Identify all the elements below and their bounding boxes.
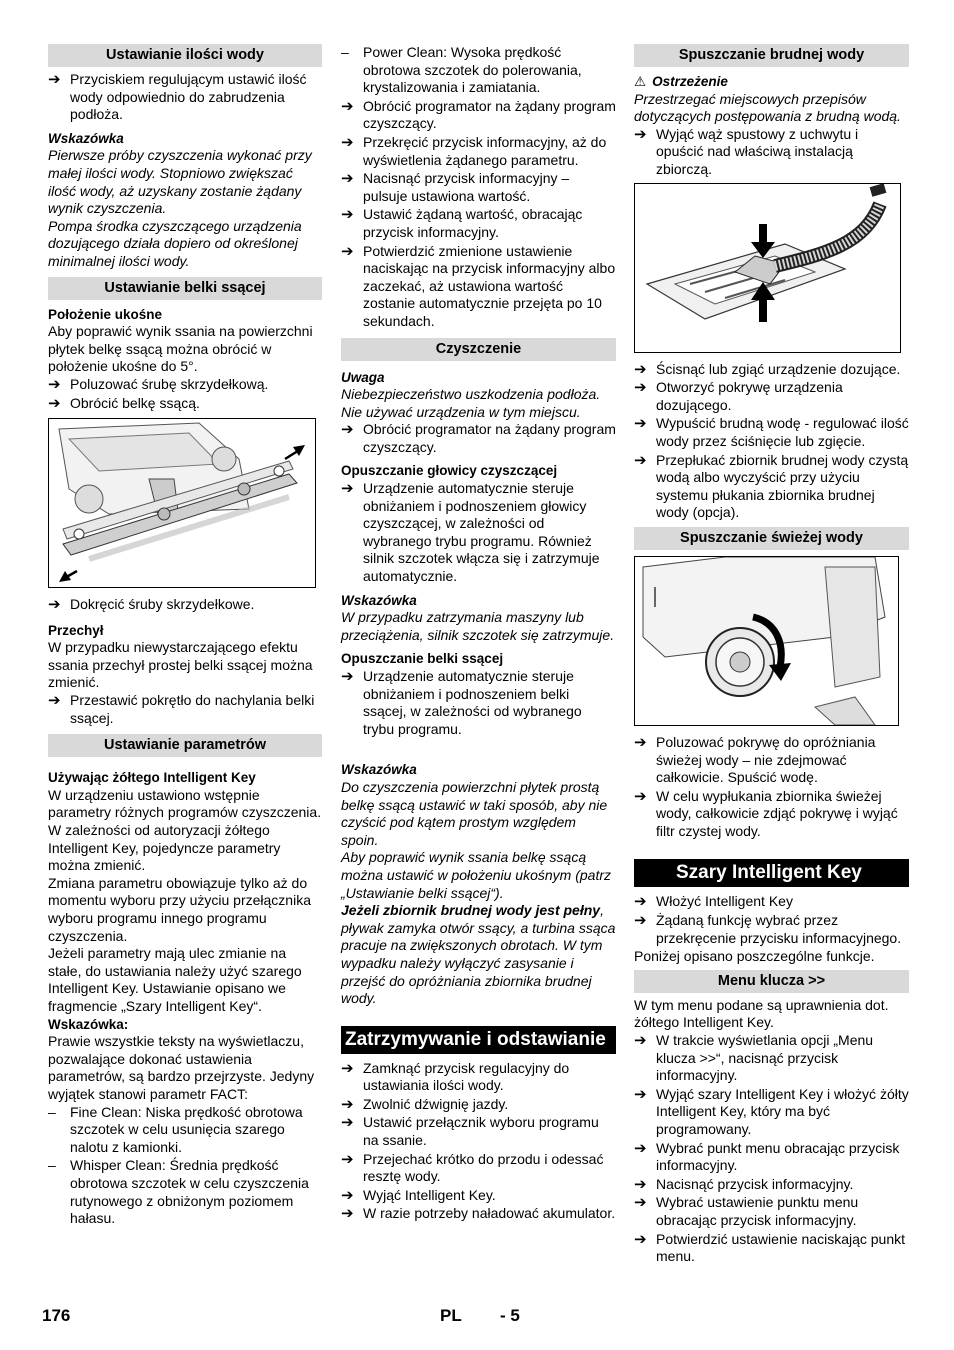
arrow-icon: ➔	[48, 71, 61, 88]
arrow-icon: ➔	[634, 787, 647, 805]
step-stop-6: ➔ W razie potrzeby naładować akumulator.	[341, 1205, 616, 1223]
subheading-head: Opuszczanie głowicy czyszczącej	[341, 463, 558, 479]
arrow-icon: ➔	[634, 912, 647, 930]
step-angle-3: ➔ Dokręcić śruby skrzydełkowe.	[48, 596, 255, 614]
arrow-icon: ➔	[341, 242, 354, 260]
menu-text: W tym menu podane są uprawnienia dot. żółtego Intelligent Key.	[634, 996, 889, 1031]
note-text: Do czyszczenia powierzchni płytek prostą belkę ssącą ustawić w taki sposób, aby nie czyścić pod kątem prostym względem spoin.	[341, 778, 608, 848]
arrow-icon: ➔	[341, 1186, 354, 1204]
arrow-icon: ➔	[341, 1205, 354, 1223]
squeegee-illustration	[48, 418, 316, 588]
dash-icon: –	[48, 1157, 56, 1174]
step-param-4: ➔ Ustawić żądaną wartość, obracając przycisk informacyjny.	[341, 206, 583, 240]
step-param-5: ➔ Potwierdzić zmienione ustawienie naciskając na przycisk informacyjny albo zaczekać, aż ustawiona wartość zostanie automatycznie przejęta po 10 sekundach.	[341, 242, 616, 329]
arrow-icon: ➔	[634, 1230, 647, 1248]
arrow-icon: ➔	[341, 97, 354, 115]
caution-label: Uwaga	[341, 369, 385, 385]
fact-item: – Power Clean: Wysoka prędkość obrotowa szczotek do polerowania, krystalizowania i zamiatania.	[341, 44, 582, 96]
step-param-2: ➔ Przekręcić przycisk informacyjny, aż do wyświetlenia żądanego parametru.	[341, 133, 607, 168]
dash-icon: –	[341, 44, 349, 60]
step-stop-2: ➔ Zwolnić dźwignię jazdy.	[341, 1095, 509, 1113]
subheading-angle: Położenie ukośne	[48, 306, 163, 322]
step-stop-3: ➔ Ustawić przełącznik wyboru programu na ssanie.	[341, 1114, 599, 1149]
step-dirty-3: ➔ Wypuścić brudną wodę - regulować ilość wody przez ściśnięcie lub zgięcie.	[634, 415, 909, 449]
column-right	[634, 44, 909, 1267]
heading-stop: Zatrzymywanie i odstawianie	[341, 1026, 616, 1054]
step-grey-1: ➔ Włożyć Intelligent Key	[634, 893, 793, 911]
heading-squeegee: Ustawianie belki ssącej	[48, 277, 322, 300]
caution-text: Niebezpieczeństwo uszkodzenia podłoża. Nie używać urządzenia w tym miejscu.	[341, 386, 601, 420]
arrow-icon: ➔	[341, 1114, 354, 1132]
params-note-label: Wskazówka:	[48, 1016, 129, 1032]
arrow-icon: ➔	[341, 421, 354, 439]
heading-water-amount: Ustawianie ilości wody	[48, 44, 322, 67]
arrow-icon: ➔	[341, 1150, 354, 1168]
note-text: Pompa środka czyszczącego urządzenia dozującego działa dopiero od określonej minimalnej ilości wody.	[48, 217, 302, 269]
arrow-icon: ➔	[634, 893, 647, 911]
arrow-icon: ➔	[634, 1085, 647, 1103]
params-text: W urządzeniu ustawiono wstępnie parametry różnych programów czyszczenia.	[48, 786, 322, 821]
arrow-icon: ➔	[341, 480, 354, 498]
arrow-icon: ➔	[341, 1059, 354, 1077]
warning-icon: ⚠	[634, 74, 647, 89]
fact-item: – Fine Clean: Niska prędkość obrotowa szczotek w celu usunięcia szarego nalotu z kamionki.	[48, 1103, 303, 1155]
note-label: Wskazówka	[341, 592, 417, 608]
params-text: Jeżeli parametry mają ulec zmianie na stałe, do ustawiania należy użyć szarego Intelligent Key. Ustawianie opisano we fragmencie „Szary Intelligent Key“.	[48, 945, 302, 1014]
step-stop-1: ➔ Zamknąć przycisk regulacyjny do ustawiania ilości wody.	[341, 1059, 570, 1094]
arrow-icon: ➔	[48, 394, 61, 412]
subheading-squeegee-lower: Opuszczanie belki ssącej	[341, 651, 504, 667]
column-middle	[341, 44, 616, 1224]
step-dirty-1: ➔ Ścisnąć lub zgiąć urządzenie dozujące.	[634, 360, 901, 378]
step-angle-2: ➔ Obrócić belkę ssącą.	[48, 394, 200, 412]
heading-grey-key: Szary Intelligent Key	[634, 859, 909, 887]
step-dirty-2: ➔ Otworzyć pokrywę urządzenia dozującego.	[634, 379, 843, 413]
fact-item: – Whisper Clean: Średnia prędkość obrotowa szczotek w celu czyszczenia rutynowego z obniżonym poziomem hałasu.	[48, 1157, 309, 1227]
arrow-icon: ➔	[634, 379, 647, 397]
step-param-1: ➔ Obrócić programator na żądany program czyszczący.	[341, 97, 616, 132]
grey-text: Poniżej opisano poszczególne funkcje.	[634, 948, 875, 965]
arrow-icon: ➔	[634, 415, 647, 433]
step-water: ➔ Przyciskiem regulującym ustawić ilość wody odpowiednio do zabrudzenia podłoża.	[48, 71, 307, 123]
note-text: Pierwsze próby czyszczenia wykonać przy małej ilości wody. Stopniowo zwiększać ilość wody, aż uzyskany zostanie żądany wynik czyszczenia.	[48, 147, 312, 217]
drain-hose-illustration	[634, 183, 901, 353]
step-head: ➔ Urządzenie automatycznie steruje obniżaniem i podnoszeniem głowicy czyszczącej, w zależności od wybranego trybu programu. Również silnik szczotek włącza się i zatrzymuje automatycznie.	[341, 480, 600, 585]
params-text: W zależności od autoryzacji żółtego Intelligent Key, pojedyncze parametry można zmienić.	[48, 822, 281, 874]
arrow-icon: ➔	[48, 375, 61, 393]
heading-key-menu: Menu klucza >>	[634, 970, 909, 993]
note-text: W przypadku zatrzymania maszyny lub przeciążenia, silnik szczotek się zatrzymuje.	[341, 609, 615, 643]
language-code: PL	[440, 1306, 462, 1325]
step-dirty-4: ➔ Przepłukać zbiornik brudnej wody czystą wodą albo wyczyścić przy użyciu systemu płukania zbiornika brudnej wody (opcja).	[634, 451, 909, 521]
step-menu-1: ➔ W trakcie wyświetlania opcji „Menu klucza >>“, nacisnąć przycisk informacyjny.	[634, 1032, 874, 1084]
dash-icon: –	[48, 1103, 56, 1120]
sub-page-number: - 5	[500, 1306, 520, 1325]
arrow-icon: ➔	[634, 1139, 647, 1157]
step-angle-1: ➔ Poluzować śrubę skrzydełkową.	[48, 375, 269, 393]
step-param-3: ➔ Nacisnąć przycisk informacyjny – pulsuje ustawiona wartość.	[341, 170, 570, 204]
step-stop-4: ➔ Przejechać krótko do przodu i odessać resztę wody.	[341, 1150, 604, 1185]
page-number: 176	[42, 1306, 71, 1325]
step-cleaning: ➔ Obrócić programator na żądany program czyszczący.	[341, 421, 616, 455]
arrow-icon: ➔	[341, 133, 354, 151]
arrow-icon: ➔	[634, 451, 647, 469]
arrow-icon: ➔	[634, 360, 647, 378]
step-dirty-hose: ➔ Wyjąć wąż spustowy z uchwytu i opuścić nad właściwą instalacją zbiorczą.	[634, 125, 859, 177]
arrow-icon: ➔	[634, 125, 647, 143]
arrow-icon: ➔	[48, 596, 61, 614]
subheading-yellow-key: Używając żółtego Intelligent Key	[48, 770, 256, 786]
arrow-icon: ➔	[341, 668, 354, 685]
note-label: Wskazówka	[341, 762, 417, 778]
arrow-icon: ➔	[634, 1194, 647, 1212]
heading-fresh-water: Spuszczanie świeżej wody	[634, 527, 909, 550]
heading-params: Ustawianie parametrów	[48, 734, 322, 757]
note-text: Jeżeli zbiornik brudnej wody jest pełny, pływak zamyka otwór ssący, a turbina ssąca pracuje na zwiększonych obrotach. W tym wypadku należy wyłączyć zasysanie i przejść do opróżniania zbiornika brudnej wody.	[341, 902, 616, 1007]
params-text: Zmiana parametru obowiązuje tylko aż do momentu wyboru przy użyciu przełącznika wyboru programu innego programu czyszczenia.	[48, 874, 311, 944]
arrow-icon: ➔	[634, 1175, 647, 1193]
tilt-text: W przypadku niewystarczającego efektu ssania przechył prostej belki ssącej można zmienić.	[48, 639, 313, 691]
step-menu-4: ➔ Nacisnąć przycisk informacyjny.	[634, 1175, 854, 1193]
step-menu-6: ➔ Potwierdzić ustawienie naciskając punkt menu.	[634, 1230, 906, 1265]
arrow-icon: ➔	[341, 170, 354, 188]
step-stop-5: ➔ Wyjąć Intelligent Key.	[341, 1186, 496, 1204]
step-menu-5: ➔ Wybrać ustawienie punktu menu obracając przycisk informacyjny.	[634, 1194, 859, 1228]
heading-dirty-water: Spuszczanie brudnej wody	[634, 44, 909, 67]
arrow-icon: ➔	[634, 1032, 647, 1050]
column-left	[48, 44, 322, 1229]
arrow-icon: ➔	[634, 733, 647, 751]
step-fresh-1: ➔ Poluzować pokrywę do opróżniania świeżej wody – nie zdejmować całkowicie. Spuścić wodę.	[634, 733, 876, 786]
step-grey-2: ➔ Żądaną funkcję wybrać przez przekręcenie przycisku informacyjnego.	[634, 912, 902, 946]
step-menu-3: ➔ Wybrać punkt menu obracając przycisk informacyjny.	[634, 1139, 900, 1174]
heading-cleaning: Czyszczenie	[341, 338, 616, 361]
note-label: Wskazówka	[48, 130, 124, 146]
warning-label: ⚠ Ostrzeżenie	[634, 74, 728, 89]
step-squeegee: ➔ Urządzenie automatycznie steruje obniżaniem i podnoszeniem belki ssącej, w zależności od wybranego trybu programu.	[341, 668, 582, 737]
warning-text: Przestrzegać miejscowych przepisów dotyczących postępowania z brudną wodą.	[634, 90, 901, 125]
fresh-water-cap-illustration	[634, 556, 899, 726]
step-fresh-2: ➔ W celu wypłukania zbiornika świeżej wody, całkowicie zdjąć pokrywę i wyjąć filtr czystej wody.	[634, 787, 898, 839]
arrow-icon: ➔	[341, 1095, 354, 1113]
params-note: Prawie wszystkie teksty na wyświetlaczu, pozwalające dokonać ustawienia parametrów, są bardzo przejrzyste. Jedyny wyjątek stanowi parametr FACT:	[48, 1033, 315, 1102]
angle-text: Aby poprawić wynik ssania na powierzchni płytek belkę ssącą można obrócić w położenie ukośne do 5°.	[48, 323, 313, 375]
step-menu-2: ➔ Wyjąć szary Intelligent Key i włożyć żółty Intelligent Key, który ma być programowany.	[634, 1085, 909, 1137]
arrow-icon: ➔	[341, 206, 354, 224]
step-tilt: ➔ Przestawić pokrętło do nachylania belki ssącej.	[48, 692, 315, 726]
arrow-icon: ➔	[48, 692, 61, 710]
subheading-tilt: Przechył	[48, 622, 104, 638]
note-text: Aby poprawić wynik ssania belkę ssącą można ustawić w położeniu ukośnym (patrz „Ustawianie belki ssącej“).	[341, 849, 612, 901]
